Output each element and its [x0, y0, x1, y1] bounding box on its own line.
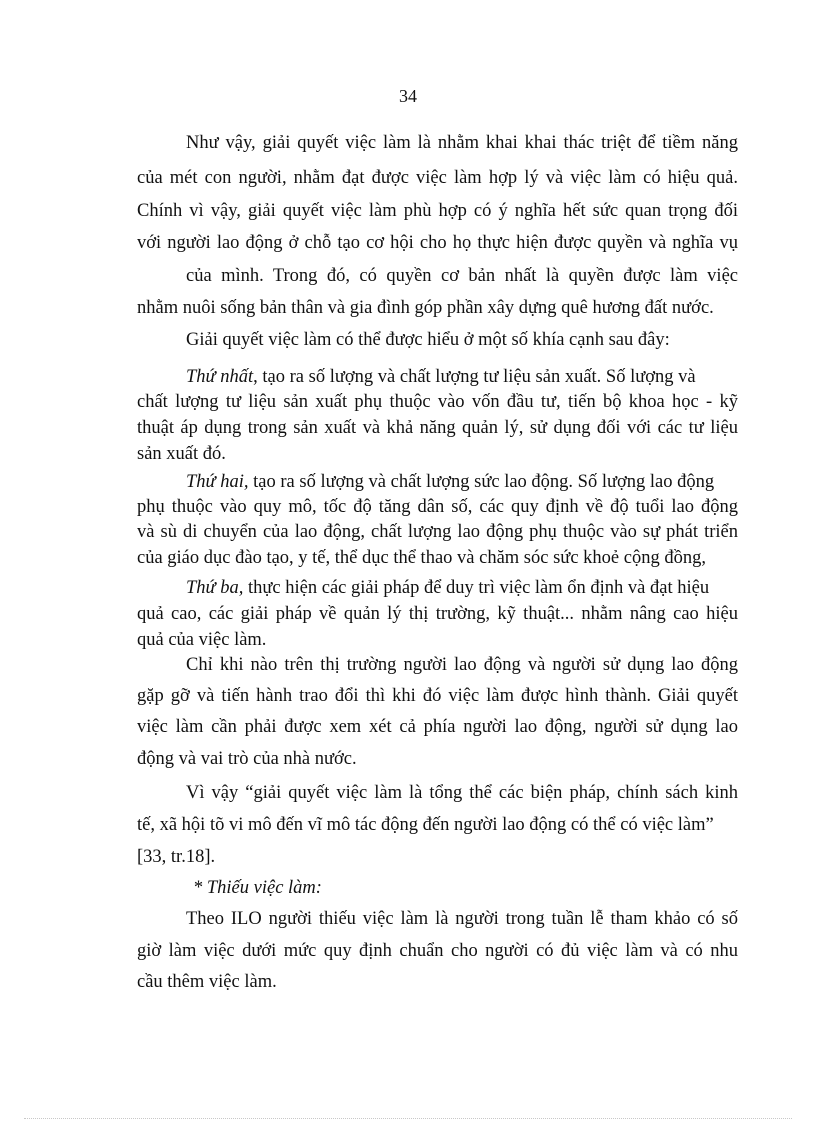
- paragraph-line: gặp gỡ và tiến hành trao đổi thì khi đó việc làm được hình thành. Giải quyết: [137, 686, 738, 706]
- paragraph-line: của giáo dục đào tạo, y tế, thể dục thể thao và chăm sóc sức khoẻ cộng đồng,: [137, 548, 706, 568]
- paragraph-line: giờ làm việc dưới mức quy định chuẩn cho người có đủ việc làm và có nhu: [137, 941, 738, 961]
- paragraph-line: Như vậy, giải quyết việc làm là nhằm khai khai thác triệt để tiềm năng: [186, 133, 738, 153]
- paragraph-line: [186, 472, 714, 493]
- paragraph-line: với người lao động ở chỗ tạo cơ hội cho họ thực hiện được quyền và nghĩa vụ: [137, 233, 738, 253]
- line-text: tạo ra số lượng và chất lượng sức lao động. Số lượng lao động: [248, 472, 715, 492]
- line-text: , tạo ra số lượng và chất lượng tư liệu sản xuất. Số lượng và: [253, 367, 696, 387]
- page-number: 34: [399, 86, 417, 106]
- paragraph-line: [186, 367, 738, 388]
- paragraph-line: và sù di chuyển của lao động, chất lượng lao động phụ thuộc vào sự phát triển: [137, 522, 738, 542]
- paragraph-line: quả của việc làm.: [137, 630, 267, 650]
- paragraph-line: Chính vì vậy, giải quyết việc làm phù hợp có ý nghĩa hết sức quan trọng đối: [137, 201, 738, 221]
- paragraph-line: [186, 578, 709, 599]
- line-text: thực hiện các giải pháp để duy trì việc làm ổn định và đạt hiệu: [243, 578, 710, 598]
- paragraph-line: phụ thuộc vào quy mô, tốc độ tăng dân số, các quy định về độ tuổi lao động: [137, 497, 738, 517]
- paragraph-line: Chỉ khi nào trên thị trường người lao động và người sử dụng lao động: [186, 655, 738, 675]
- paragraph-line: Theo ILO người thiếu việc làm là người trong tuần lễ tham khảo có số: [186, 909, 738, 929]
- paragraph-line: [33, tr.18].: [137, 847, 216, 867]
- paragraph-line: cầu thêm việc làm.: [137, 972, 277, 992]
- paragraph-line: sản xuất đó.: [137, 444, 226, 464]
- footer-divider: [24, 1118, 792, 1119]
- paragraph-line: thuật áp dụng trong sản xuất và khả năng quản lý, sử dụng đối với các tư liệu: [137, 418, 738, 438]
- paragraph-line: tế, xã hội tõ vi mô đến vĩ mô tác động đến người lao động có thể có việc làm”: [137, 815, 714, 835]
- paragraph-line: quả cao, các giải pháp về quản lý thị trường, kỹ thuật... nhằm nâng cao hiệu: [137, 604, 738, 624]
- italic-lead-thu-ba: Thứ ba,: [186, 578, 244, 598]
- italic-lead-thu-nhat: Thứ nhất: [186, 367, 254, 387]
- paragraph-line: Vì vậy “giải quyết việc làm là tổng thể các biện pháp, chính sách kinh: [186, 783, 738, 803]
- paragraph-line: động và vai trò của nhà nước.: [137, 749, 357, 769]
- section-heading: * Thiếu việc làm:: [193, 878, 322, 898]
- paragraph-line: nhằm nuôi sống bản thân và gia đình góp phần xây dựng quê hương đất nước.: [137, 298, 714, 318]
- paragraph-line: việc làm cần phải được xem xét cả phía người lao động, người sử dụng lao: [137, 717, 738, 737]
- paragraph-line: chất lượng tư liệu sản xuất phụ thuộc vào vốn đầu tư, tiến bộ khoa học - kỹ: [137, 392, 738, 412]
- paragraph-line: Giải quyết việc làm có thể được hiểu ở một số khía cạnh sau đây:: [186, 330, 670, 350]
- italic-lead-thu-hai: Thứ hai,: [186, 472, 249, 492]
- paragraph-line: của mét con người, nhằm đạt được việc làm hợp lý và việc làm có hiệu quả.: [137, 168, 738, 188]
- paragraph-line: của mình. Trong đó, có quyền cơ bản nhất là quyền được làm việc: [186, 266, 738, 286]
